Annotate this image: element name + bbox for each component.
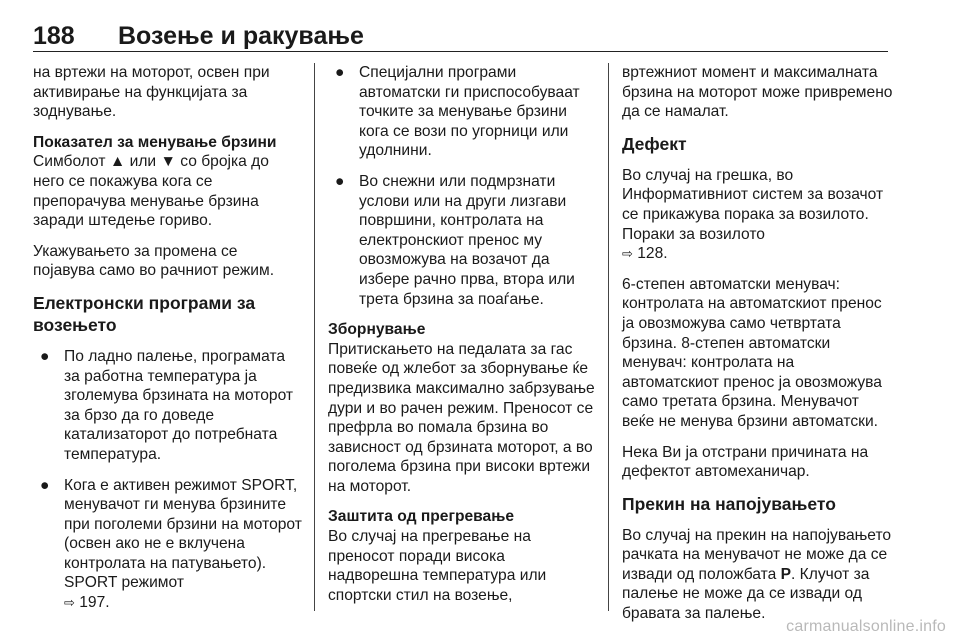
page-header [33, 18, 888, 54]
bullet-dot: ● [335, 64, 345, 81]
page-reference[interactable]: 197. [79, 594, 110, 612]
shift-indicator-heading: Показател за менување брзини [33, 133, 277, 151]
kickdown-heading: Зборнување [328, 321, 426, 339]
kickdown-text: Притискањето на педалата за гас повеќе од жлебот за зборнување ќе предизвика максимално забрзување дури и во рачен режим. Преносот се префрла во помала брзина во зависност од брзината моторот, а во поголема брзина при високи вртежи на моторот. [328, 340, 595, 495]
column-1 [33, 63, 303, 624]
fault-detail-text: 6-степен автоматски менувач: контролата на автоматскиот пренос ја овозможува само четвртата брзина. 8-степен автоматски менувач: контролата на автоматскиот пренос ја овозможува само третата брзина. Менувачот веќе не менува брзини автоматски. [622, 275, 882, 430]
bullet-text: Во снежни или подмрзнати услови или на други лизгави површини, контролата на електронскиот пренос му овозможува на возачот да избере рачно прва, втора или трета брзина за поаѓање. [359, 172, 575, 308]
column-2 [328, 63, 598, 616]
power-text-part-a: Во случај на прекин на напојувањето рачката на менувачот не може да се извади од положбата [622, 526, 892, 583]
driving-programs-heading: Електронски програми за возењето [33, 292, 256, 335]
watermark: carmanualsonline.info [786, 618, 946, 635]
overheat-heading: Заштита од прегревање [328, 508, 515, 526]
column-3 [622, 63, 894, 635]
bullet-item [328, 63, 598, 161]
page-reference-icon: ⇨ [622, 246, 633, 262]
power-text-part-b: . Клучот за палење не може да се извади од бравата за палење. [622, 565, 870, 623]
bullet-dot: ● [335, 172, 345, 190]
fault-text [622, 166, 894, 264]
bullet-item [328, 172, 598, 309]
bullet-text: По ладно палење, програмата за работна температура ја зголемува брзината на моторот за брзо да го доведе катализаторот до потребната температура. [64, 347, 294, 463]
page-title: Возење и ракување [118, 22, 364, 50]
page-reference[interactable]: 128. [637, 245, 668, 263]
bullet-dot: ● [40, 476, 50, 494]
bullet-text: Специјални програми автоматски ги приспособуваат точките за менување брзини кога се вози по угорници или удолнини. [359, 64, 580, 160]
park-position-label: P [780, 565, 791, 583]
bullet-text: Кога е активен режимот SPORT, менувачот ги менува брзините при поголеми брзини на моторот (освен ако не е вклучена контролата на патувањето). SPORT режимот [64, 476, 302, 592]
shift-indicator-note: Укажувањето за промена се појавува само во рачниот режим. [33, 242, 275, 280]
shift-indicator-text: Симболот ▲ или ▼ со бројка до него се покажува кога се препорачува менување брзина заради штедење гориво. [33, 153, 269, 230]
page-number: 188 [33, 22, 75, 50]
column-divider-1 [314, 63, 315, 611]
bullet-dot: ● [40, 347, 50, 365]
continued-text: вртежниот момент и максималната брзина на моторот може привремено да се намалат. [622, 64, 893, 121]
fault-advice-text: Нека Ви ја отстрани причината на дефектот автомеханичар. [622, 443, 869, 481]
header-rule [33, 51, 888, 52]
page-reference-icon: ⇨ [64, 595, 75, 611]
bullet-item [33, 347, 303, 465]
power-interruption-text [622, 526, 894, 624]
overheat-text: Во случај на прегревање на преносот поради висока надворешна температура или спортски стил на возење, [328, 528, 547, 604]
fault-heading: Дефект [622, 133, 687, 154]
intro-paragraph: на вртежи на моторот, освен при активирање на функцијата за зоднување. [33, 64, 270, 121]
column-divider-2 [608, 63, 609, 611]
power-interruption-heading: Прекин на напојувањето [622, 493, 836, 514]
bullet-item [33, 476, 303, 613]
fault-text-part: Во случај на грешка, во Информативниот систем за возачот се прикажува порака за возилото. Пораки за возилото [622, 166, 884, 243]
